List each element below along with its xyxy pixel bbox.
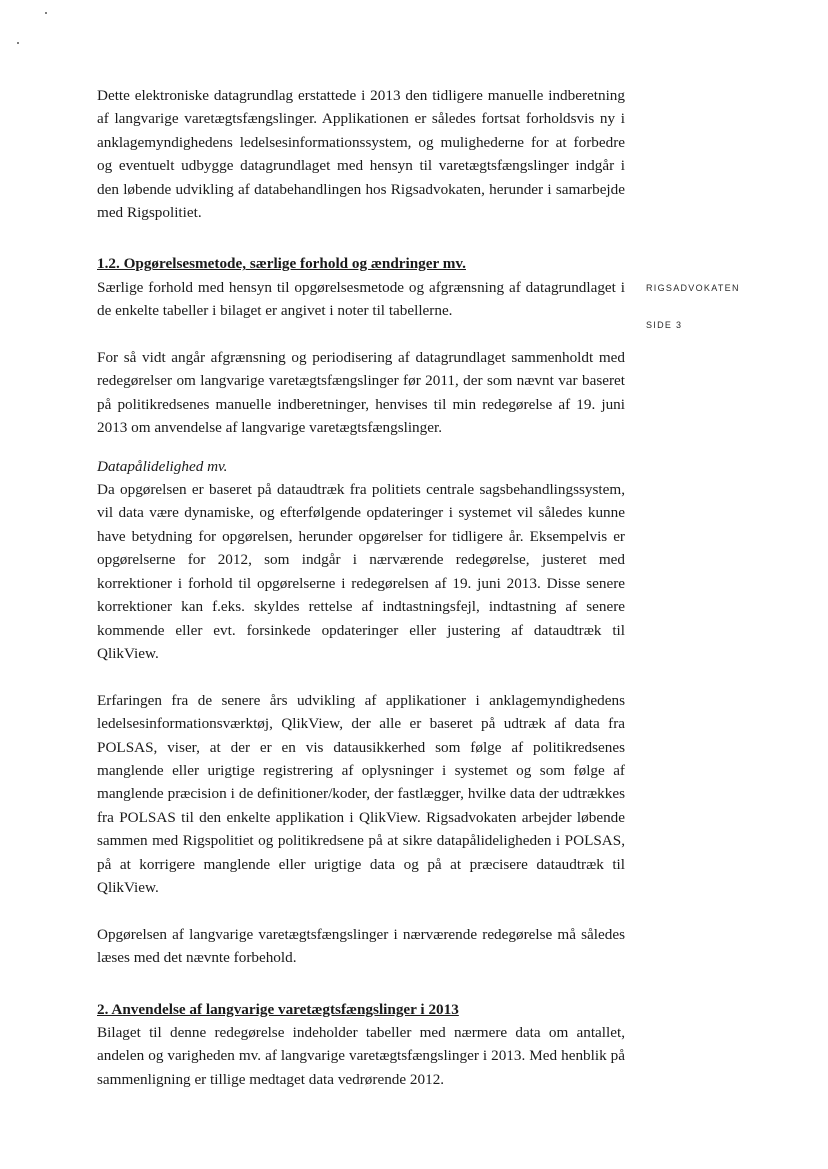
reliability-paragraph: Opgørelsen af langvarige varetægtsfængslinger i nærværende redegørelse må således læses med det nævnte forbehold. (97, 925, 625, 967)
section-1-2-paragraph: For så vidt angår afgrænsning og periodisering af datagrundlaget sammenholdt med redegørelser om langvarige varetægtsfængslinger før 2011, der som nævnt var baseret på politikredsenes manuelle indberetninger, henvises til min redegørelse af 19. juni 2013 om anvendelse af langvarige varetægtsfængslinger. (97, 349, 625, 437)
section-2-paragraph: Bilaget til denne redegørelse indeholder tabeller med nærmere data om antallet, andelen og varigheden mv. af langvarige varetægtsfængslinger i 2013. Med henblik på sammenligning er tillige medtaget data vedrørende 2012. (97, 1023, 625, 1088)
section-heading-2: 2. Anvendelse af langvarige varetægtsfængslinger i 2013 (97, 1000, 459, 1018)
section-heading-1-2: 1.2. Opgørelsesmetode, særlige forhold og ændringer mv. (97, 255, 466, 273)
scan-speck (45, 12, 47, 14)
reliability-paragraph: Erfaringen fra de senere års udvikling af applikationer i anklagemyndighedens ledelsesinformationsværktøj, QlikView, der alle er baseret på udtræk af data fra POLSAS, viser, at der er en vis datausikkerhed som følge af politikredsenes manglende eller urigtige registrering af oplysninger i systemet og som følge af manglende præcision i de definitioner/koder, der fastlægger, hvilke data der udtrækkes fra POLSAS til den enkelte applikation i QlikView. Rigsadvokaten arbejder løbende sammen med Rigspolitiet og politikredsene på at sikre datapålideligheden i POLSAS, på at korrigere manglende eller urigtige data og på at præcisere dataudtræk til QlikView. (97, 691, 625, 896)
sidebar-organization: RIGSADVOKATEN (646, 283, 740, 293)
reliability-paragraph: Da opgørelsen er baseret på dataudtræk fra politiets centrale sagsbehandlingssystem, vil data være dynamiske, og efterfølgende opdateringer i systemet vil således kunne have betydning for opgørelsen, herunder opgørelser for tidligere år. Eksempelvis er opgørelserne for 2012, som indgår i nærværende redegørelse, justeret med korrektioner i forhold til opgørelserne i redegørelsen af 19. juni 2013. Disse senere korrektioner kan f.eks. skyldes rettelse af indtastningsfejl, indtastning af senere kommende eller evt. forsinkede opdateringer eller justering af dataudtræk til QlikView. (97, 481, 625, 662)
document-body (97, 84, 625, 1091)
scan-speck (17, 42, 19, 44)
section-1-2-paragraph: Særlige forhold med hensyn til opgørelsesmetode og afgrænsning af datagrundlaget i de enkelte tabeller i bilaget er angivet i noter til tabellerne. (97, 278, 625, 320)
page-number: SIDE 3 (646, 320, 683, 330)
intro-paragraph: Dette elektroniske datagrundlag erstattede i 2013 den tidligere manuelle indberetning af langvarige varetægtsfængslinger. Applikationen er således fortsat forholdsvis ny i anklagemyndighedens ledelsesinformationssystem, og mulighederne for at forbedre og eventuelt udbygge datagrundlaget med hensyn til varetægtsfængslinger indgår i den løbende udvikling af databehandlingen hos Rigsadvokaten, herunder i samarbejde med Rigspolitiet. (97, 87, 625, 222)
subheading-data-reliability: Datapålidelighed mv. (97, 457, 228, 475)
